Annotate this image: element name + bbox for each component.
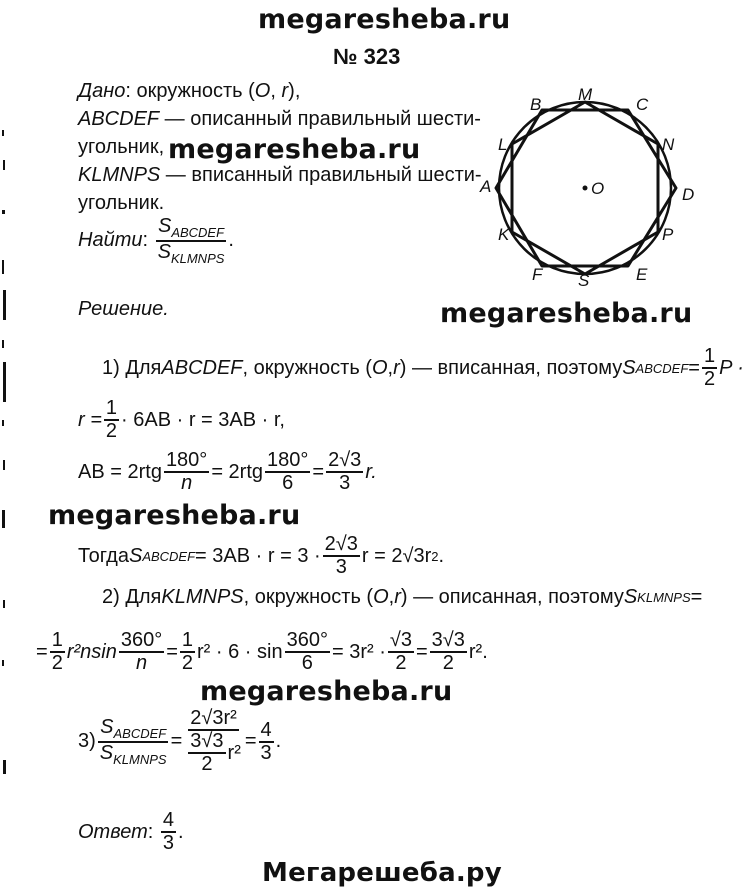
label-A: A [480, 177, 492, 196]
center-point [583, 186, 588, 191]
given-line-4: KLMNPS — вписанный правильный шести- [78, 164, 482, 186]
dano-label: Дано [78, 80, 126, 102]
watermark: megaresheba.ru [200, 676, 453, 707]
watermark: megaresheba.ru [440, 298, 693, 329]
step1-line2: r = $\frac{1}{2}$ · 6AB · r = 3AB · r, [78, 397, 285, 442]
label-B: B [530, 95, 542, 114]
find-line: Найти : $\frac{S_{ABCDEF}}{S_{KLMNPS}}$ . [78, 215, 234, 266]
label-O: O [591, 179, 605, 198]
problem-number: № 323 [333, 44, 401, 69]
scan-edge-marks [0, 100, 14, 780]
find-label: Найти [78, 229, 143, 252]
label-P: P [662, 225, 674, 244]
label-K: K [498, 225, 510, 244]
label-S: S [578, 271, 590, 290]
given-line-2: ABCDEF — описанный правильный шести- [78, 108, 481, 130]
label-F: F [532, 265, 543, 284]
answer-line: Ответ : $\frac{4}{3}$ . [78, 809, 184, 854]
step1-line1: 1) Для ABCDEF , окружность ( O , r ) — вписанная, поэтому S ABCDEF = $\frac{1}{2}$ P · [102, 345, 744, 390]
label-C: C [636, 95, 649, 114]
solution-label: Решение. [78, 298, 169, 320]
given-line-1: Дано: окружность (O, r), [78, 80, 301, 102]
step3-line: 3) $\frac{S_{ABCDEF}}{S_{KLMNPS}}$ = 2√3r² $\frac{3√3}{2}$ r² = $\frac{4}{3}$ . [78, 707, 282, 775]
find-fraction: $\frac{S_{ABCDEF}}{S_{KLMNPS}}$ [157, 215, 225, 266]
header-site: megaresheba.ru [258, 4, 511, 35]
step1-ab-line: AB = 2rtg $\frac{180^\circ}{n}$ = 2rtg $\frac{180^\circ}{6}$ = $\frac{2√3}{3}$ r. [78, 449, 377, 494]
label-L: L [498, 135, 508, 154]
label-D: D [682, 185, 695, 204]
label-M: M [578, 85, 593, 104]
footer-site: Мегарешеба.ру [262, 858, 502, 888]
label-N: N [662, 135, 675, 154]
label-E: E [636, 265, 648, 284]
step2-line2: = $\frac{1}{2}$ r²nsin $\frac{360^\circ}{n}$ = $\frac{1}{2}$ r² · 6 · sin $\frac{360^\circ}{6}$ = 3r² · $\frac{√3}{2}$ = $\frac{3√3}{2}$ r². [36, 629, 488, 674]
given-line-3: угольник, [78, 136, 165, 158]
given-line-5: угольник. [78, 192, 165, 214]
step2-line1: 2) Для KLMNPS , окружность ( O , r ) — описанная, поэтому S KLMNPS = [102, 586, 703, 608]
then-line: Тогда S ABCDEF = 3AB · r = 3 · $\frac{2√3}{3}$ r = 2√3r 2 . [78, 533, 445, 578]
watermark: megaresheba.ru [168, 134, 421, 165]
hexagon-figure [478, 85, 704, 290]
answer-label: Ответ [78, 820, 148, 843]
watermark: megaresheba.ru [48, 500, 301, 531]
